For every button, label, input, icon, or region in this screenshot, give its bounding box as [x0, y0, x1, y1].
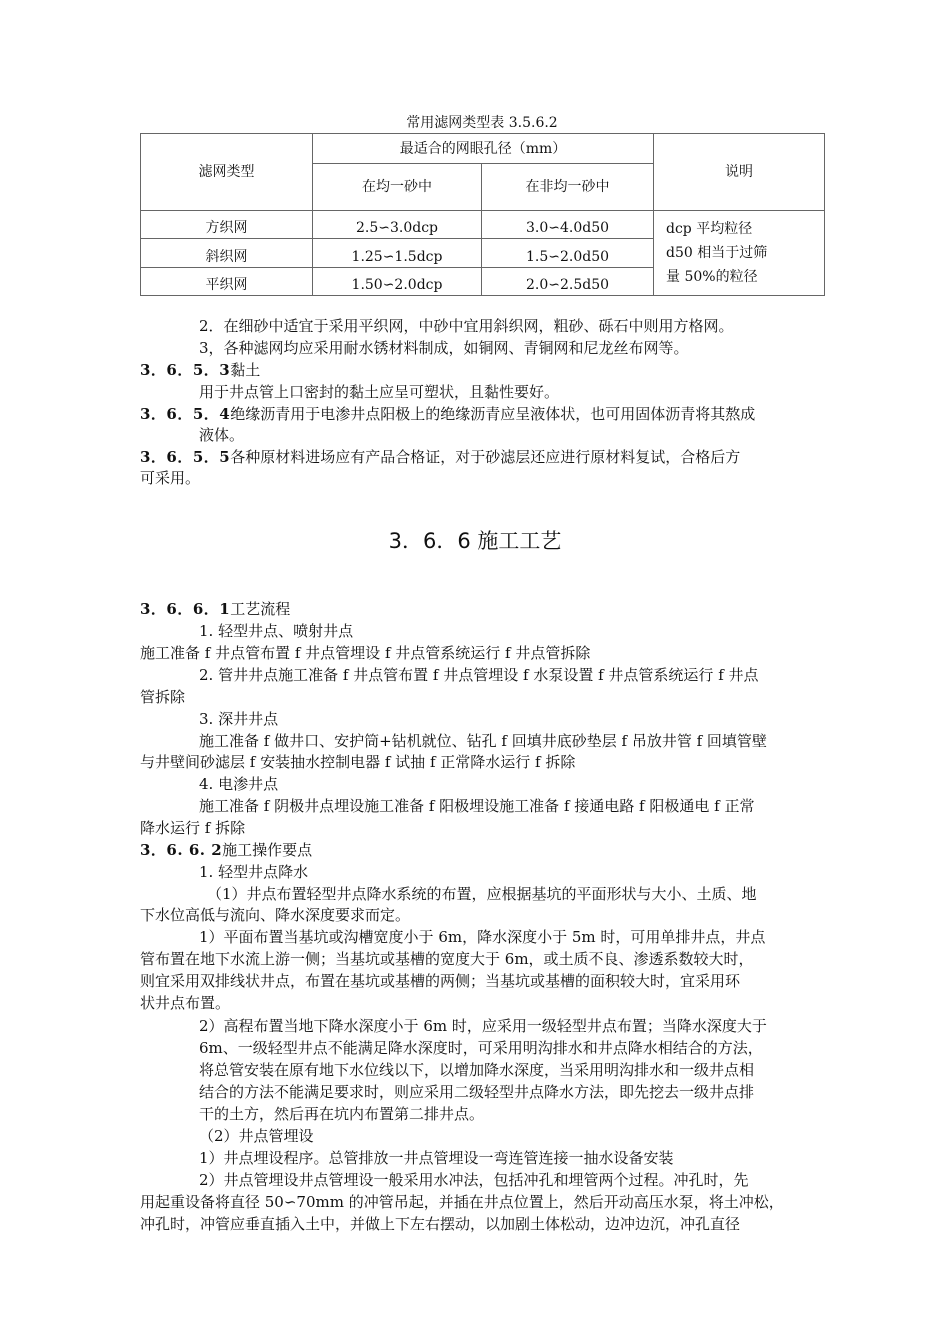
header-note: 说明	[654, 134, 825, 211]
section-number: 3．6．6．1	[140, 600, 231, 618]
section-number: 3．6. 6. 2	[140, 841, 223, 859]
section-3655	[140, 447, 740, 467]
table-row	[141, 211, 825, 239]
paragraph: 液体。	[199, 426, 245, 444]
paragraph: 将总管安装在原有地下水位线以下，以增加降水深度，当采用明沟排水和一级井点相	[199, 1061, 755, 1079]
paragraph: 6m、一级轻型井点不能满足降水深度时，可采用明沟排水和井点降水相结合的方法，	[199, 1039, 763, 1057]
cell-uniform: 2.5∽3.0dcp	[313, 211, 482, 239]
section-heading: 3．6．6 施工工艺	[388, 529, 562, 553]
section-number: 3．6．5．5	[140, 448, 231, 466]
note-line: d50 相当于过筛	[666, 245, 768, 261]
cell-type: 斜织网	[141, 239, 313, 268]
section-title: 工艺流程	[230, 600, 291, 618]
list-item: 2. 管井井点施工准备 f 井点管布置 f 井点管埋设 f 水泵设置 f 井点管系统运行 f 井点	[199, 666, 759, 684]
paragraph: 1）平面布置当基坑或沟槽宽度小于 6m，降水深度小于 5m 时，可用单排井点，井点	[199, 928, 766, 946]
header-mesh-size: 最适合的网眼孔径（mm）	[313, 134, 654, 164]
paragraph: （1）井点布置轻型井点降水系统的布置，应根据基坑的平面形状与大小、土质、地	[207, 885, 757, 903]
paragraph: 施工准备 f 做井口、安护筒+钻机就位、钻孔 f 回填井底砂垫层 f 吊放井管 f 回填管壁	[199, 732, 767, 750]
paragraph: （2）井点管埋设	[199, 1127, 314, 1145]
section-3654	[140, 404, 755, 424]
cell-nonuniform: 1.5∽2.0d50	[482, 239, 654, 268]
cell-uniform: 1.25∽1.5dcp	[313, 239, 482, 268]
paragraph: 1）井点埋设程序。总管排放一井点管埋设一弯连管连接一抽水设备安装	[199, 1149, 674, 1167]
section-number: 3．6．5．3	[140, 361, 231, 379]
section-text: 绝缘沥青用于电渗井点阳极上的绝缘沥青应呈液体状，也可用固体沥青将其熬成	[230, 405, 756, 423]
paragraph: 2）井点管埋设井点管埋设一般采用水冲法，包括冲孔和埋管两个过程。冲孔时，先	[199, 1171, 749, 1189]
list-item: 4. 电渗井点	[199, 775, 279, 793]
note-line: 量 50%的粒径	[666, 269, 758, 285]
header-uniform-sand: 在均一砂中	[313, 164, 482, 211]
cell-nonuniform: 3.0∽4.0d50	[482, 211, 654, 239]
section-3662	[140, 840, 312, 860]
paragraph: 施工准备 f 井点管布置 f 井点管埋设 f 井点管系统运行 f 井点管拆除	[140, 644, 591, 662]
paragraph: 下水位高低与流向、降水深度要求而定。	[140, 906, 411, 924]
filter-mesh-table	[140, 133, 825, 296]
cell-type: 平织网	[141, 268, 313, 296]
paragraph: 结合的方法不能满足要求时，则应采用二级轻型井点降水方法，即先挖去一级井点排	[199, 1083, 755, 1101]
section-3661	[140, 599, 290, 619]
section-number: 3．6．5．4	[140, 405, 231, 423]
list-item: 1. 轻型井点、喷射井点	[199, 622, 354, 640]
list-item: 1. 轻型井点降水	[199, 863, 309, 881]
paragraph: 用起重设备将直径 50∽70mm 的冲管吊起，并插在井点位置上，然后开动高压水泵，将土冲松，	[140, 1193, 784, 1211]
paragraph: 3，各种滤网均应采用耐水锈材料制成，如铜网、青铜网和尼龙丝布网等。	[199, 339, 689, 357]
paragraph: 与井壁间砂滤层 f 安装抽水控制电器 f 试抽 f 正常降水运行 f 拆除	[140, 753, 576, 771]
section-3653	[140, 360, 260, 380]
paragraph: 2）高程布置当地下降水深度小于 6m 时，应采用一级轻型井点布置；当降水深度大于	[199, 1017, 767, 1035]
paragraph: 2．在细砂中适宜于采用平织网，中砂中宜用斜织网，粗砂、砾石中则用方格网。	[199, 317, 734, 335]
paragraph: 状井点布置。	[140, 994, 231, 1012]
paragraph: 降水运行 f 拆除	[140, 819, 246, 837]
header-nonuniform-sand: 在非均一砂中	[482, 164, 654, 211]
table-caption: 常用滤网类型表 3.5.6.2	[406, 115, 558, 131]
paragraph: 干的土方，然后再在坑内布置第二排井点。	[199, 1105, 485, 1123]
cell-nonuniform: 2.0∽2.5d50	[482, 268, 654, 296]
section-title: 施工操作要点	[222, 841, 313, 859]
paragraph: 施工准备 f 阴极井点埋设施工准备 f 阳极埋设施工准备 f 接通电路 f 阳极通电 f 正常	[199, 797, 755, 815]
cell-type: 方织网	[141, 211, 313, 239]
cell-note	[654, 211, 825, 296]
cell-uniform: 1.50∽2.0dcp	[313, 268, 482, 296]
paragraph: 管拆除	[140, 688, 186, 706]
section-title: 黏土	[230, 361, 261, 379]
paragraph: 管布置在地下水流上游一侧；当基坑或基槽的宽度大于 6m，或土质不良、渗透系数较大时，	[140, 950, 754, 968]
paragraph: 用于井点管上口密封的黏土应呈可塑状，且黏性要好。	[199, 383, 560, 401]
paragraph: 冲孔时，冲管应垂直插入土中，并做上下左右摆动，以加剧土体松动，边冲边沉，冲孔直径	[140, 1215, 741, 1233]
list-item: 3. 深井井点	[199, 710, 279, 728]
paragraph: 则宜采用双排线状井点，布置在基坑或基槽的两侧；当基坑或基槽的面积较大时，宜采用环	[140, 972, 741, 990]
header-filter-type: 滤网类型	[141, 134, 313, 211]
section-text: 各种原材料进场应有产品合格证，对于砂滤层还应进行原材料复试，合格后方	[230, 448, 741, 466]
paragraph: 可采用。	[140, 469, 201, 487]
note-line: dcp 平均粒径	[666, 221, 753, 237]
